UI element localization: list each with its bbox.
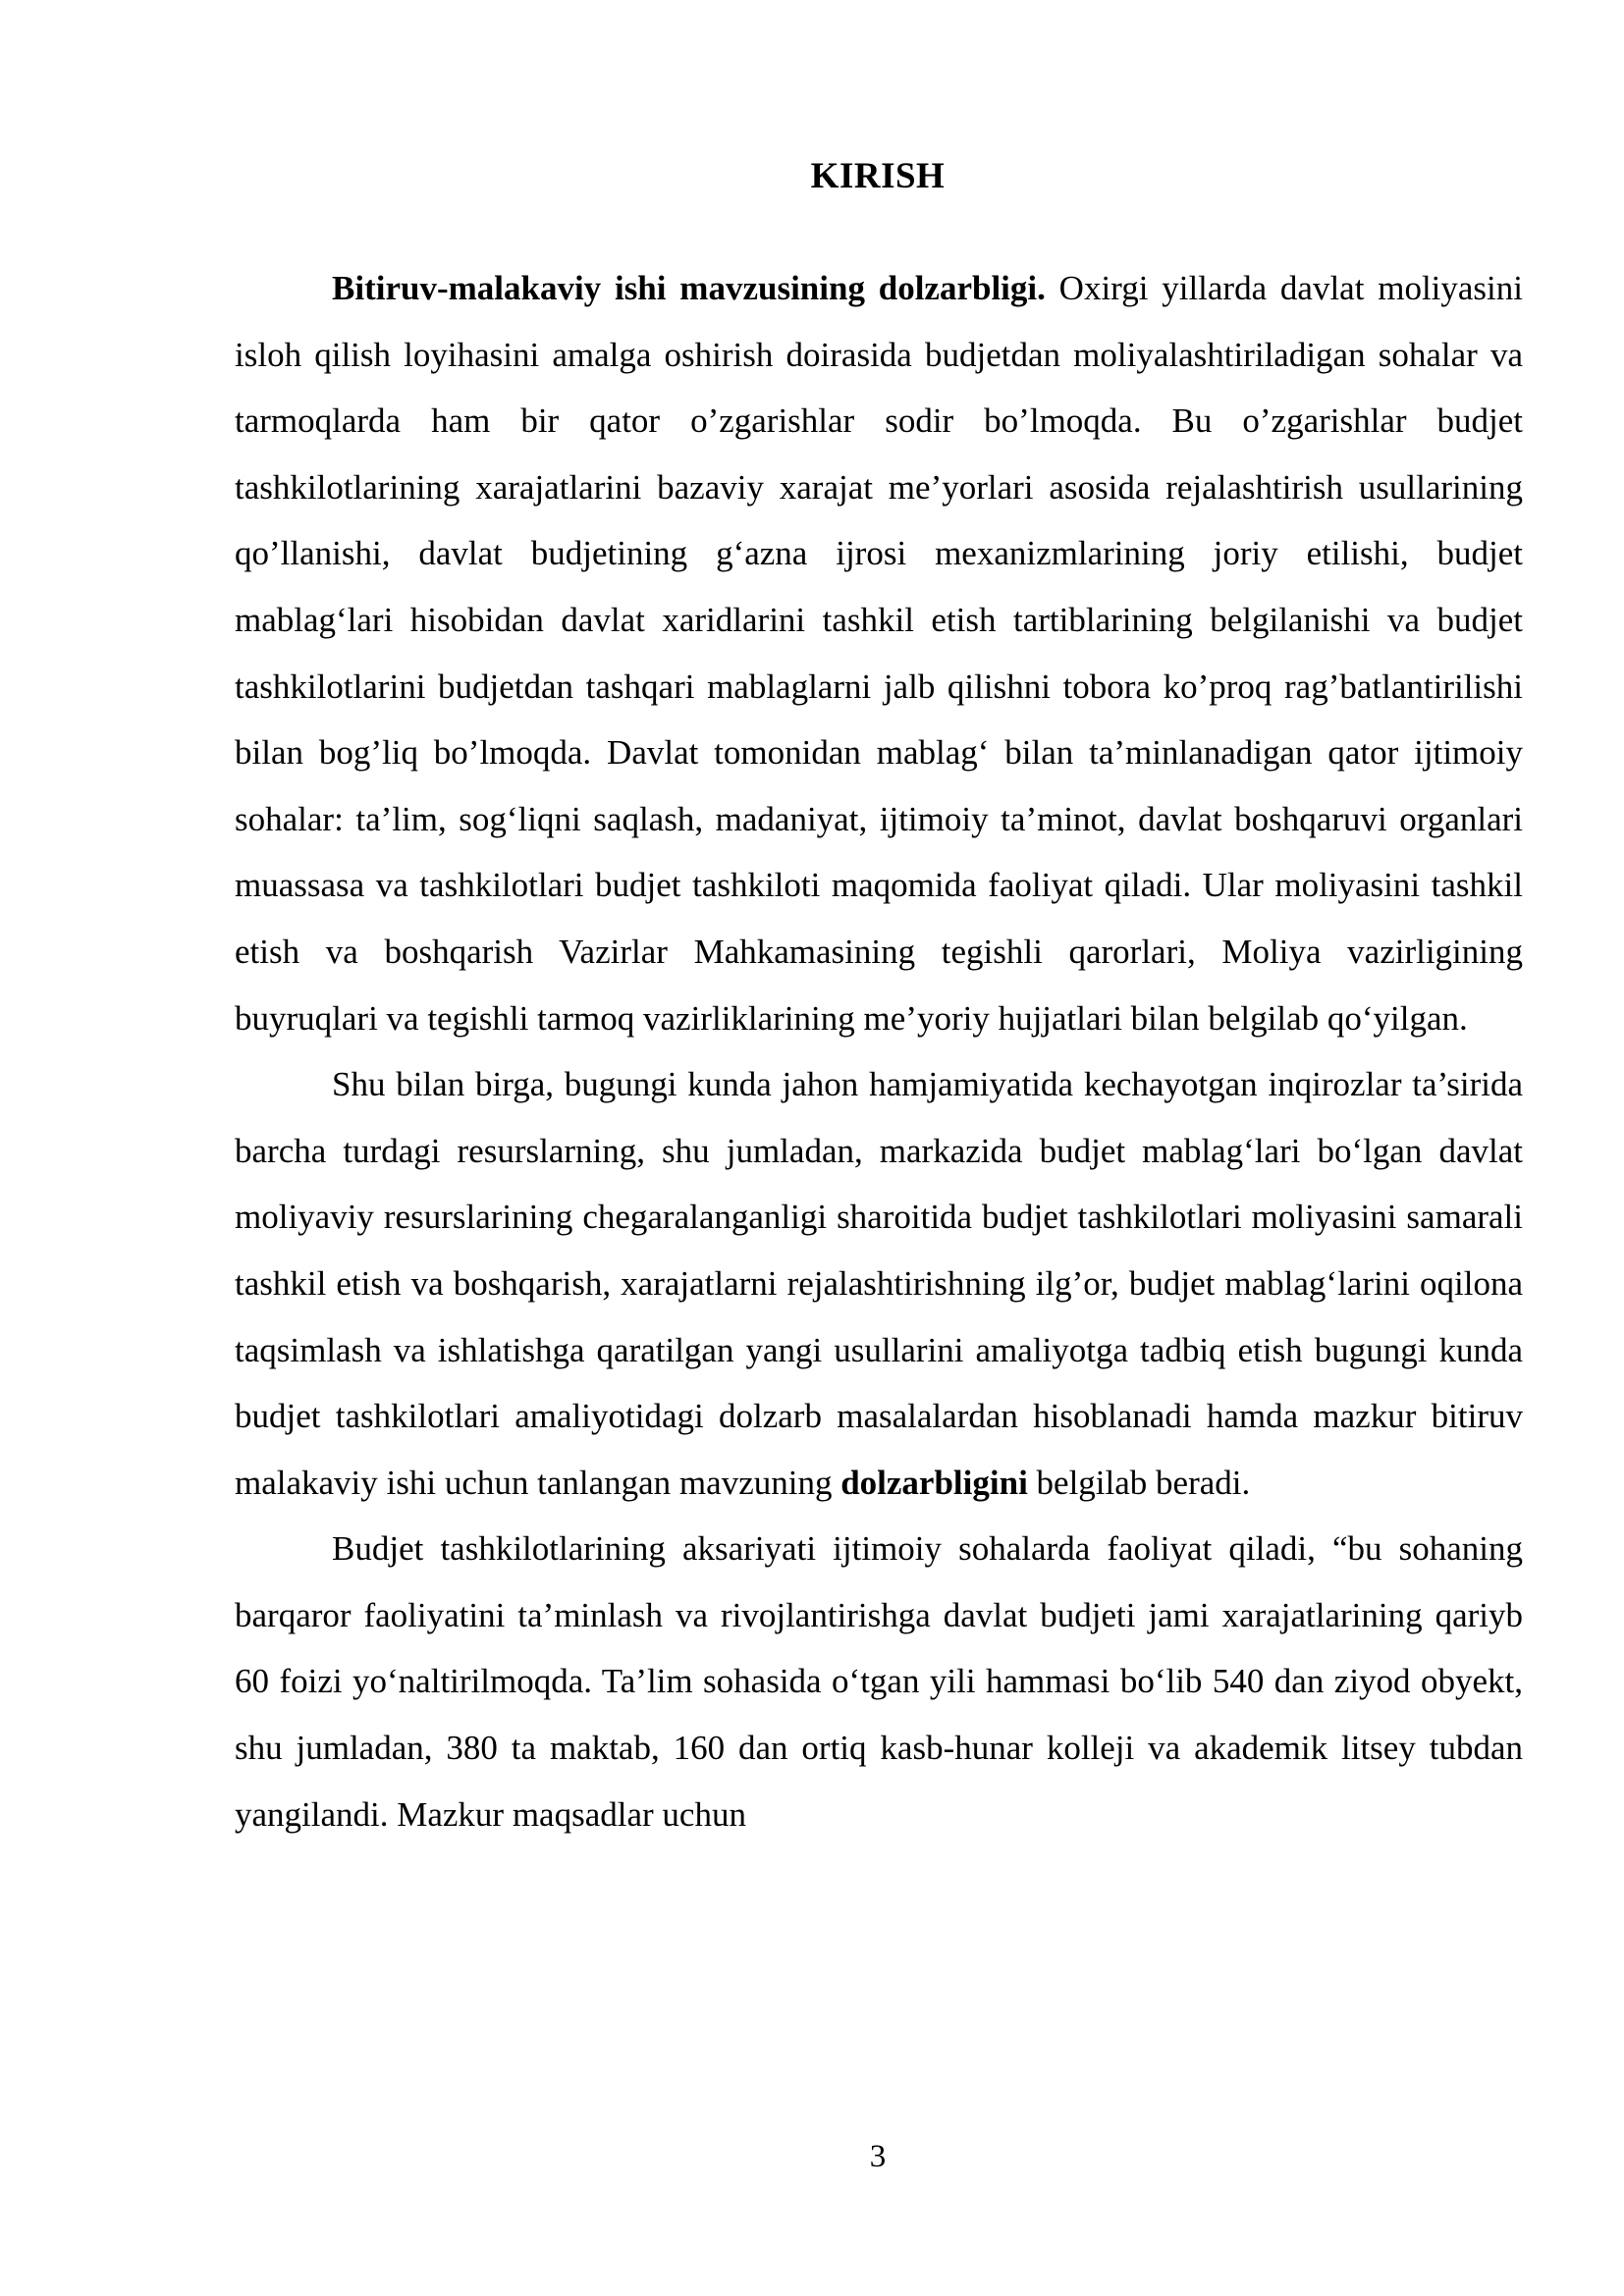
page-number: 3 (869, 2139, 887, 2174)
paragraph-text: Budjet tashkilotlarining aksariyati ijtimoiy sohalarda faoliyat qiladi, “bu sohaning barqaror faoliyatini ta’minlash va rivojlantirishga davlat budjeti jami xarajatlarining qariyb 60 foizi yo‘naltirilmoqda. Ta’lim sohasida o‘tgan yili hammasi bo‘lib 540 dan ziyod obyekt, shu jumladan, 380 ta maktab, 160 dan ortiq kasb-hunar kolleji va akademik litsey tubdan yangilandi. Mazkur maqsadlar uchun (235, 1529, 1523, 1834)
paragraph-crisis-context (235, 1051, 1523, 1516)
paragraph-relevance (235, 255, 1523, 1051)
paragraph-text: Shu bilan birga, bugungi kunda jahon hamjamiyatida kechayotgan inqirozlar ta’sirida barcha turdagi resurslarning, shu jumladan, markazida budjet mablag‘lari bo‘lgan davlat moliyaviy resurslarining chegaralanganligi sharoitida budjet tashkilotlari moliyasini samarali tashkil etish va boshqarish, xarajatlarni rejalashtirishning ilg’or, budjet mablag‘larini oqilona taqsimlash va ishlatishga qaratilgan yangi usullarini amaliyotga tadbiq etish bugungi kunda budjet tashkilotlari amaliyotidagi dolzarb masalalardan hisoblanadi hamda mazkur bitiruv malakaviy ishi uchun tanlangan mavzuning (235, 1065, 1523, 1502)
paragraph-text-end: belgilab beradi. (1027, 1463, 1251, 1502)
paragraph-text: Oxirgi yillarda davlat moliyasini isloh qilish loyihasini amalga oshirish doirasida budjetdan moliyalashtiriladigan sohalar va tarmoqlarda ham bir qator o’zgarishlar sodir bo’lmoqda. Bu o’zgarishlar budjet tashkilotlarining xarajatlarini bazaviy xarajat me’yorlari asosida rejalashtirish usullarining qo’llanishi, davlat budjetining g‘azna ijrosi mexanizmlarining joriy etilishi, budjet mablag‘lari hisobidan davlat xaridlarini tashkil etish tartiblarining belgilanishi va budjet tashkilotlarini budjetdan tashqari mablaglarni jalb qilishni tobora ko’proq rag’batlantirilishi bilan bog’liq bo’lmoqda. Davlat tomonidan mablag‘ bilan ta’minlanadigan qator ijtimoiy sohalar: ta’lim, sog‘liqni saqlash, madaniyat, ijtimoiy ta’minot, davlat boshqaruvi organlari muassasa va tashkilotlari budjet tashkiloti maqomida faoliyat qiladi. Ular moliyasini tashkil etish va boshqarish Vazirlar Mahkamasining tegishli qarorlari, Moliya vazirligining buyruqlari va tegishli tarmoq vazirliklarining me’yoriy hujjatlari bilan belgilab qo‘yilgan. (235, 269, 1523, 1038)
paragraph-lead-bold: Bitiruv-malakaviy ishi mavzusining dolzarbligi. (332, 269, 1046, 307)
paragraph-social-sectors (235, 1516, 1523, 1847)
paragraph-inline-bold: dolzarbligini (840, 1463, 1028, 1502)
body-text (235, 255, 1523, 1847)
section-heading: KIRISH (810, 156, 946, 196)
